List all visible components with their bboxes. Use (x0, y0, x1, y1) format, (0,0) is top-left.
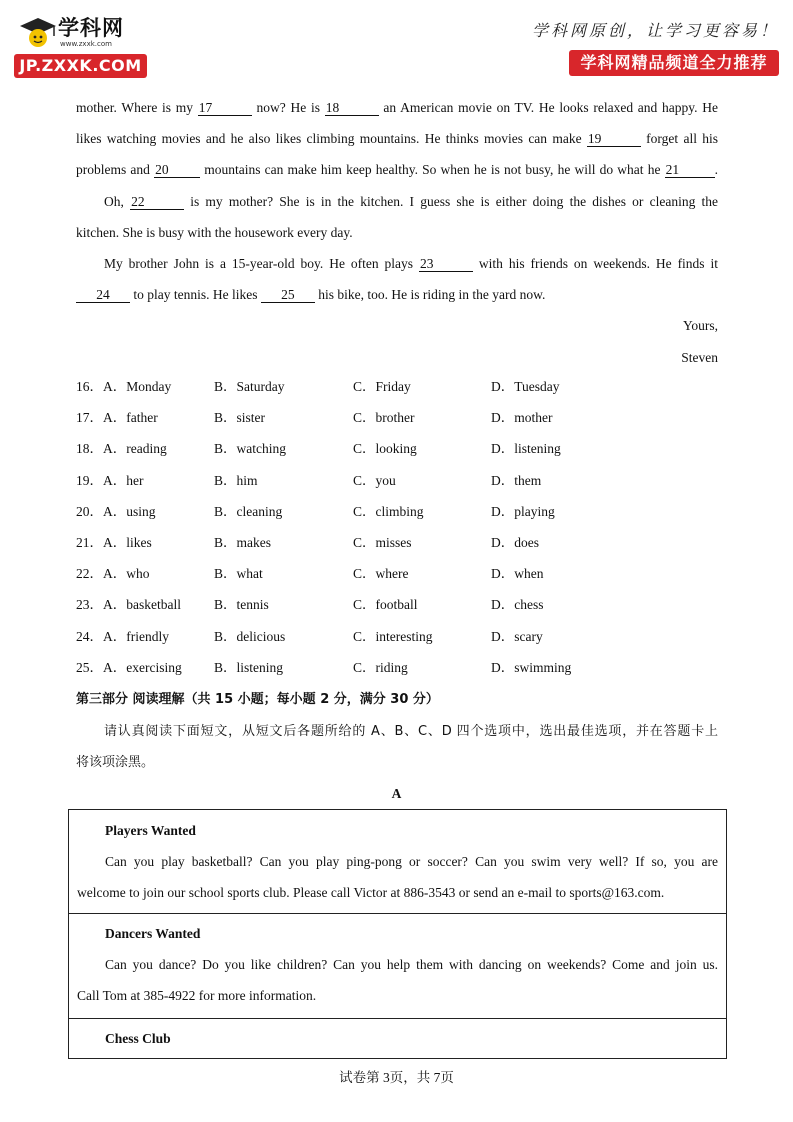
question-options-20 (76, 496, 718, 527)
question-options-17 (76, 402, 718, 433)
passage-text: problems and (76, 162, 155, 178)
option-b: B．makes (214, 534, 271, 550)
logo-domain-bar: JP.ZXXK.COM (14, 54, 147, 78)
question-options-23 (76, 589, 718, 620)
option-c: C．climbing (353, 503, 424, 519)
option-a: 24．A．friendly (76, 628, 169, 644)
zxxk-logo (14, 12, 154, 82)
graduation-cap-icon (18, 14, 58, 50)
option-b: B．cleaning (214, 503, 283, 519)
part3-instructions (76, 716, 718, 778)
option-d: D．chess (491, 597, 544, 613)
question-options-25 (76, 652, 718, 683)
option-a: 22．A．who (76, 566, 150, 582)
logo-name: 学科网 (58, 16, 124, 40)
option-d: D．when (491, 566, 544, 582)
ad-title: Dancers Wanted (105, 926, 201, 941)
question-options-24 (76, 621, 718, 652)
ad-text: Call Tom at 385-4922 for more information. (77, 988, 317, 1003)
option-c: C．misses (353, 534, 412, 550)
option-a: 20．A．using (76, 503, 156, 519)
passage-line: kitchen. She is busy with the housework every day. (76, 224, 353, 240)
option-b: B．Saturday (214, 379, 285, 394)
letter-closing: Yours, (682, 318, 718, 334)
option-d: D．swimming (491, 659, 572, 675)
option-a: 17．A．father (76, 410, 158, 426)
option-b: B．what (214, 566, 263, 582)
ad-text: Can you dance? Do you like children? Can you help them with dancing on weekends? Come and join us. (105, 957, 718, 972)
blank-21: 21 (665, 163, 715, 178)
option-d: D．does (491, 534, 539, 550)
blank-17: 17 (198, 101, 252, 116)
logo-url: www.zxxk.com (60, 40, 112, 48)
ad-box-dancers (68, 913, 727, 1019)
question-options-18 (76, 433, 718, 464)
option-d: D．mother (491, 410, 553, 426)
option-c: C．looking (353, 441, 417, 457)
option-c: C．football (353, 597, 418, 613)
question-options-21 (76, 527, 718, 558)
passage-text: Oh, (104, 193, 131, 209)
question-options-22 (76, 558, 718, 589)
passage-text: now? He is (251, 100, 325, 115)
passage-text: to play tennis. He likes (130, 287, 261, 303)
passage-text: with his friends on weekends. He finds it (472, 255, 718, 271)
option-a: 23．A．basketball (76, 597, 181, 613)
page-footer: 试卷第 3页，共 7页 (339, 1070, 454, 1085)
ad-title: Players Wanted (105, 823, 196, 838)
option-c: C．riding (353, 659, 408, 675)
blank-19: 19 (587, 132, 641, 147)
passage-line (76, 154, 718, 185)
option-b: B．delicious (214, 628, 286, 644)
passage-line (76, 123, 718, 154)
option-c: C．you (353, 472, 396, 488)
passage-text: his bike, too. He is riding in the yard now. (314, 287, 546, 303)
option-a: 19．A．her (76, 472, 144, 488)
ad-box-players (68, 809, 727, 914)
passage-text: My brother John is a 15-year-old boy. He often plays (104, 255, 419, 271)
passage-text: mountains can make him keep healthy. So when he is not busy, he will do what he (200, 162, 665, 178)
blank-22: 22 (130, 195, 184, 210)
passage-text: likes watching movies and he also likes climbing mountains. He thinks movies can make (76, 131, 587, 147)
option-b: B．him (214, 472, 258, 488)
question-options-19 (76, 465, 718, 496)
option-c: C．interesting (353, 628, 433, 644)
option-d: D．scary (491, 628, 543, 644)
option-b: B．listening (214, 659, 284, 675)
option-b: B．sister (214, 410, 266, 426)
blank-23: 23 (419, 257, 473, 272)
passage-text: . (714, 162, 718, 178)
option-c: C．Friday (353, 379, 411, 394)
letter-signature: Steven (681, 349, 718, 365)
header-slogan: 学科网原创，让学习更容易！ (531, 21, 779, 40)
passage-text: an American movie on TV. He looks relaxed and happy. He (378, 100, 718, 115)
answer-options (76, 371, 718, 683)
option-d: D．listening (491, 441, 561, 457)
passage-line (76, 279, 718, 310)
cloze-passage (76, 92, 718, 373)
ad-title: Chess Club (105, 1031, 171, 1046)
passage-line (76, 92, 718, 123)
option-c: C．where (353, 566, 409, 582)
option-d: D．Tuesday (491, 379, 560, 394)
ad-text: Can you play basketball? Can you play ping-pong or soccer? Can you swim very well? If so, you are (105, 854, 718, 869)
option-a: 16．A．Monday (76, 379, 172, 394)
part3-heading: 第三部分 阅读理解（共 15 小题；每小题 2 分，满分 30 分） (76, 692, 439, 707)
ad-text: welcome to join our school sports club. Please call Victor at 886-3543 or send an e-mail to sports@163.com. (77, 885, 665, 900)
recommend-banner: 学科网精品频道全力推荐 (569, 50, 779, 76)
blank-25: 25 (261, 288, 315, 303)
blank-18: 18 (325, 101, 379, 116)
ad-box-chess (68, 1018, 727, 1059)
option-d: D．them (491, 472, 542, 488)
option-a: 21．A．likes (76, 534, 152, 550)
option-a: 25．A．exercising (76, 659, 182, 675)
question-options-16 (76, 371, 718, 402)
option-d: D．playing (491, 503, 555, 519)
blank-24: 24 (76, 288, 130, 303)
passage-text: forget all his (640, 131, 718, 147)
option-b: B．tennis (214, 597, 269, 613)
instruction-line: 将该项涂黑。 (76, 755, 155, 770)
option-a: 18．A．reading (76, 441, 167, 457)
blank-20: 20 (154, 163, 200, 178)
passage-text: mother. Where is my (76, 100, 198, 115)
option-b: B．watching (214, 441, 286, 457)
passage-line (76, 186, 718, 217)
option-c: C．brother (353, 410, 415, 426)
passage-line (76, 248, 718, 279)
section-label: A (391, 786, 402, 801)
instruction-line: 请认真阅读下面短文，从短文后各题所给的 A、B、C、D 四个选项中，选出最佳选项，并在答题卡上 (104, 724, 718, 739)
passage-text: is my mother? She is in the kitchen. I guess she is either doing the dishes or cleaning the (184, 193, 719, 209)
page-header (0, 0, 793, 90)
